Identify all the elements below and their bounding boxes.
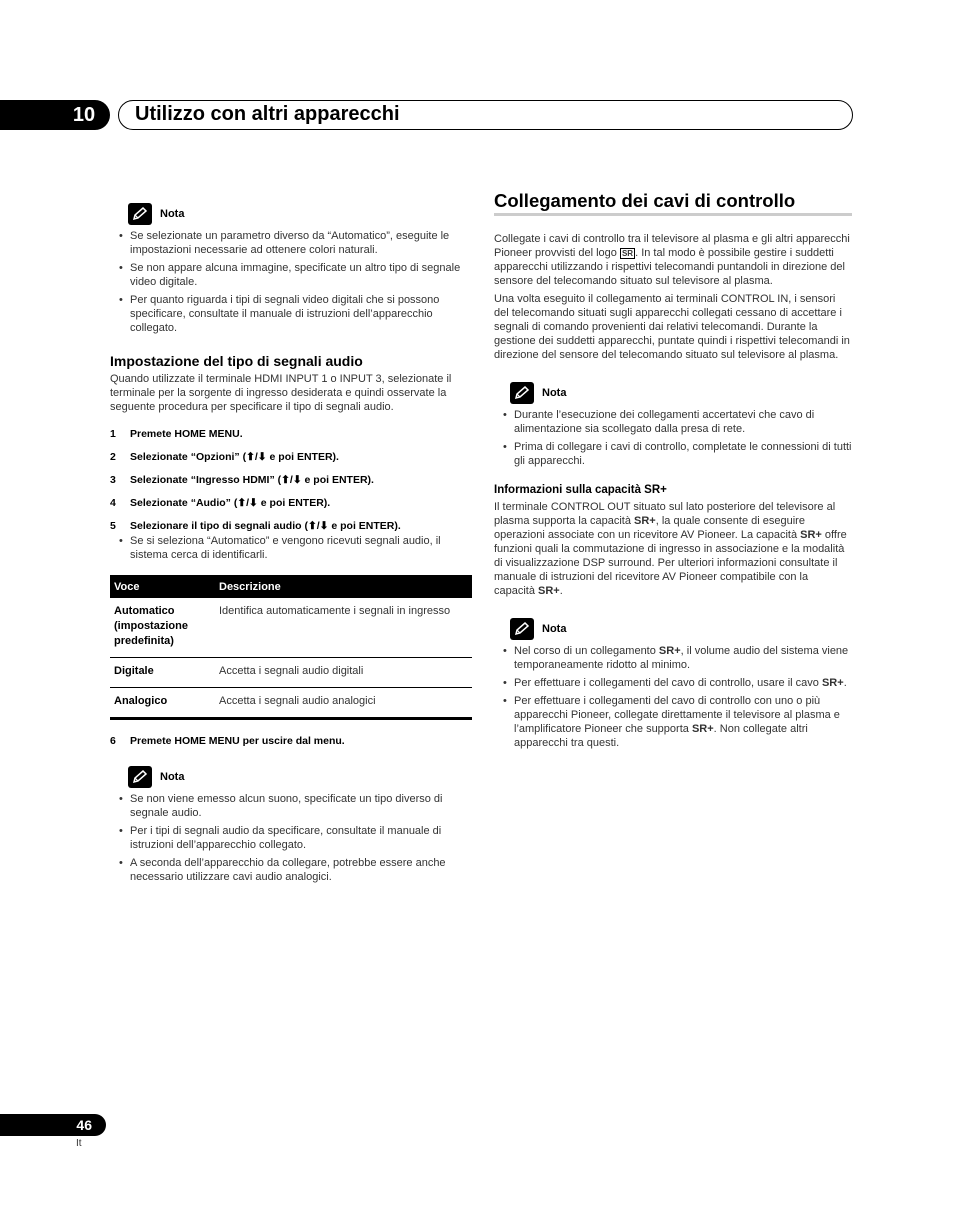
step-1: 1 Premete HOME MENU.: [110, 428, 243, 440]
list-item: • Per effettuare i collegamenti del cavo di controllo, usare il cavo SR+.: [514, 676, 852, 690]
paragraph-1: Collegate i cavi di controllo tra il televisore al plasma e gli altri apparecchi Pioneer provvisti del logo SR . In tal modo è possibile gestire i suddetti apparecchi utilizzando i rispettivi telecomandi puntandoli in direzione del sensore del telecomando situato sul televisore al plasma.: [494, 233, 850, 287]
step-5-note: [110, 534, 472, 562]
page-number: 46: [0, 1114, 106, 1136]
list-item: • Se si seleziona “Automatico” e vengono ricevuti segnali audio, il sistema cerca di identificarli.: [130, 534, 472, 562]
list-item: • Se non viene emesso alcun suono, specificate un tipo diverso di segnale audio.: [130, 792, 472, 820]
chapter-number: 10: [72, 104, 96, 126]
step-6: 6 Premete HOME MENU per uscire dal menu.: [110, 735, 345, 747]
list-item: • Per quanto riguarda i tipi di segnali video digitali che si possono specificare, consultate il manuale di istruzioni dell’apparecchio collegato.: [130, 293, 472, 335]
list-item: • Nel corso di un collegamento SR+, il volume audio del sistema viene temporaneamente ridotto al minimo.: [514, 644, 852, 672]
nota-1-list: [110, 229, 472, 335]
step-3: 3 Selezionate “Ingresso HDMI” (⬆/⬇ e poi ENTER).: [110, 474, 374, 486]
list-item: • Durante l’esecuzione dei collegamenti accertatevi che cavo di alimentazione sia scollegato dalla presa di rete.: [514, 408, 852, 436]
table-header-voce: Voce: [110, 575, 215, 598]
pencil-note-icon: [510, 382, 534, 404]
sr-logo: SR: [621, 249, 634, 258]
table-row: Digitale Accetta i segnali audio digitali: [110, 658, 472, 688]
audio-options-table: [110, 575, 472, 720]
list-item: • Per effettuare i collegamenti del cavo di controllo con uno o più apparecchi Pioneer, collegate direttamente il televisore al plasma e l’amplificatore Pioneer che supporta SR+. Non collegate altri apparecchi tra questi.: [514, 694, 852, 750]
audio-section-heading: Impostazione del tipo di segnali audio: [110, 353, 363, 369]
nota-block-3: [494, 382, 852, 404]
nota-3-list: [494, 408, 852, 468]
pencil-note-icon: [128, 766, 152, 788]
nota-2-list: [110, 792, 472, 884]
nota-label: Nota: [160, 208, 185, 220]
audio-intro: Quando utilizzate il terminale HDMI INPUT 1 o INPUT 3, selezionate il terminale per la sorgente di ingresso desiderata e quindi osservate la seguente procedura per specificare il tipo di segnali audio.: [110, 373, 452, 413]
pencil-note-icon: [510, 618, 534, 640]
table-header-row: [110, 575, 472, 598]
language-code: It: [76, 1138, 82, 1149]
right-column: [494, 190, 852, 754]
chapter-number-tab: [0, 100, 110, 130]
nota-block-2: [110, 766, 472, 788]
sr-capability-heading: Informazioni sulla capacità SR+: [494, 484, 667, 496]
nota-4-list: [494, 644, 852, 750]
chapter-title: Utilizzo con altri apparecchi: [118, 100, 853, 130]
table-header-descrizione: Descrizione: [215, 575, 472, 598]
sr-capability-paragraph: Il terminale CONTROL OUT situato sul lato posteriore del televisore al plasma supporta la capacità SR+, la quale consente di eseguire operazioni associate con un ricevitore AV Pioneer. La capacità SR+ offre funzioni quali la commutazione di ingresso in associazione e la modalità di visualizzazione DSP surround. Per ulteriori informazioni consultate il manuale di istruzioni del ricevitore AV Pioneer compatibile con la capacità SR+.: [494, 501, 847, 597]
nota-block-4: [494, 618, 852, 640]
nota-block-1: [110, 203, 472, 225]
section-heading: Collegamento dei cavi di controllo: [494, 190, 796, 211]
steps-list: [110, 427, 472, 533]
list-item: • Se selezionate un parametro diverso da “Automatico”, eseguite le impostazioni necessarie ad ottenere colori naturali.: [130, 229, 472, 257]
table-row: Analogico Accetta i segnali audio analogici: [110, 688, 472, 719]
heading-rule: [494, 213, 852, 216]
step-2: 2 Selezionate “Opzioni” (⬆/⬇ e poi ENTER).: [110, 451, 339, 463]
step-4: 4 Selezionate “Audio” (⬆/⬇ e poi ENTER).: [110, 497, 331, 509]
list-item: • Se non appare alcuna immagine, specificate un altro tipo di segnale video digitale.: [130, 261, 472, 289]
nota-label: Nota: [542, 623, 567, 635]
pencil-note-icon: [128, 203, 152, 225]
nota-label: Nota: [160, 771, 185, 783]
left-column: [110, 203, 472, 888]
list-item: • Per i tipi di segnali audio da specificare, consultate il manuale di istruzioni dell’apparecchio collegato.: [130, 824, 472, 852]
table-row: Automatico (impostazione predefinita) Identifica automaticamente i segnali in ingresso: [110, 598, 472, 658]
list-item: • A seconda dell’apparecchio da collegare, potrebbe essere anche necessario utilizzare cavi audio analogici.: [130, 856, 472, 884]
list-item: • Prima di collegare i cavi di controllo, completate le connessioni di tutti gli apparecchi.: [514, 440, 852, 468]
paragraph-2: Una volta eseguito il collegamento ai terminali CONTROL IN, i sensori del telecomando situati sugli apparecchi collegati cessano di accettare i segnali di comando provenienti dai relativi telecomandi. Durante la gestione dei suddetti apparecchi, puntate quindi i rispettivi telecomandi in direzione del sensore del telecomando situato sul televisore al plasma.: [494, 293, 850, 361]
nota-label: Nota: [542, 387, 567, 399]
step-5: 5 Selezionare il tipo di segnali audio (⬆/⬇ e poi ENTER).: [110, 520, 401, 532]
